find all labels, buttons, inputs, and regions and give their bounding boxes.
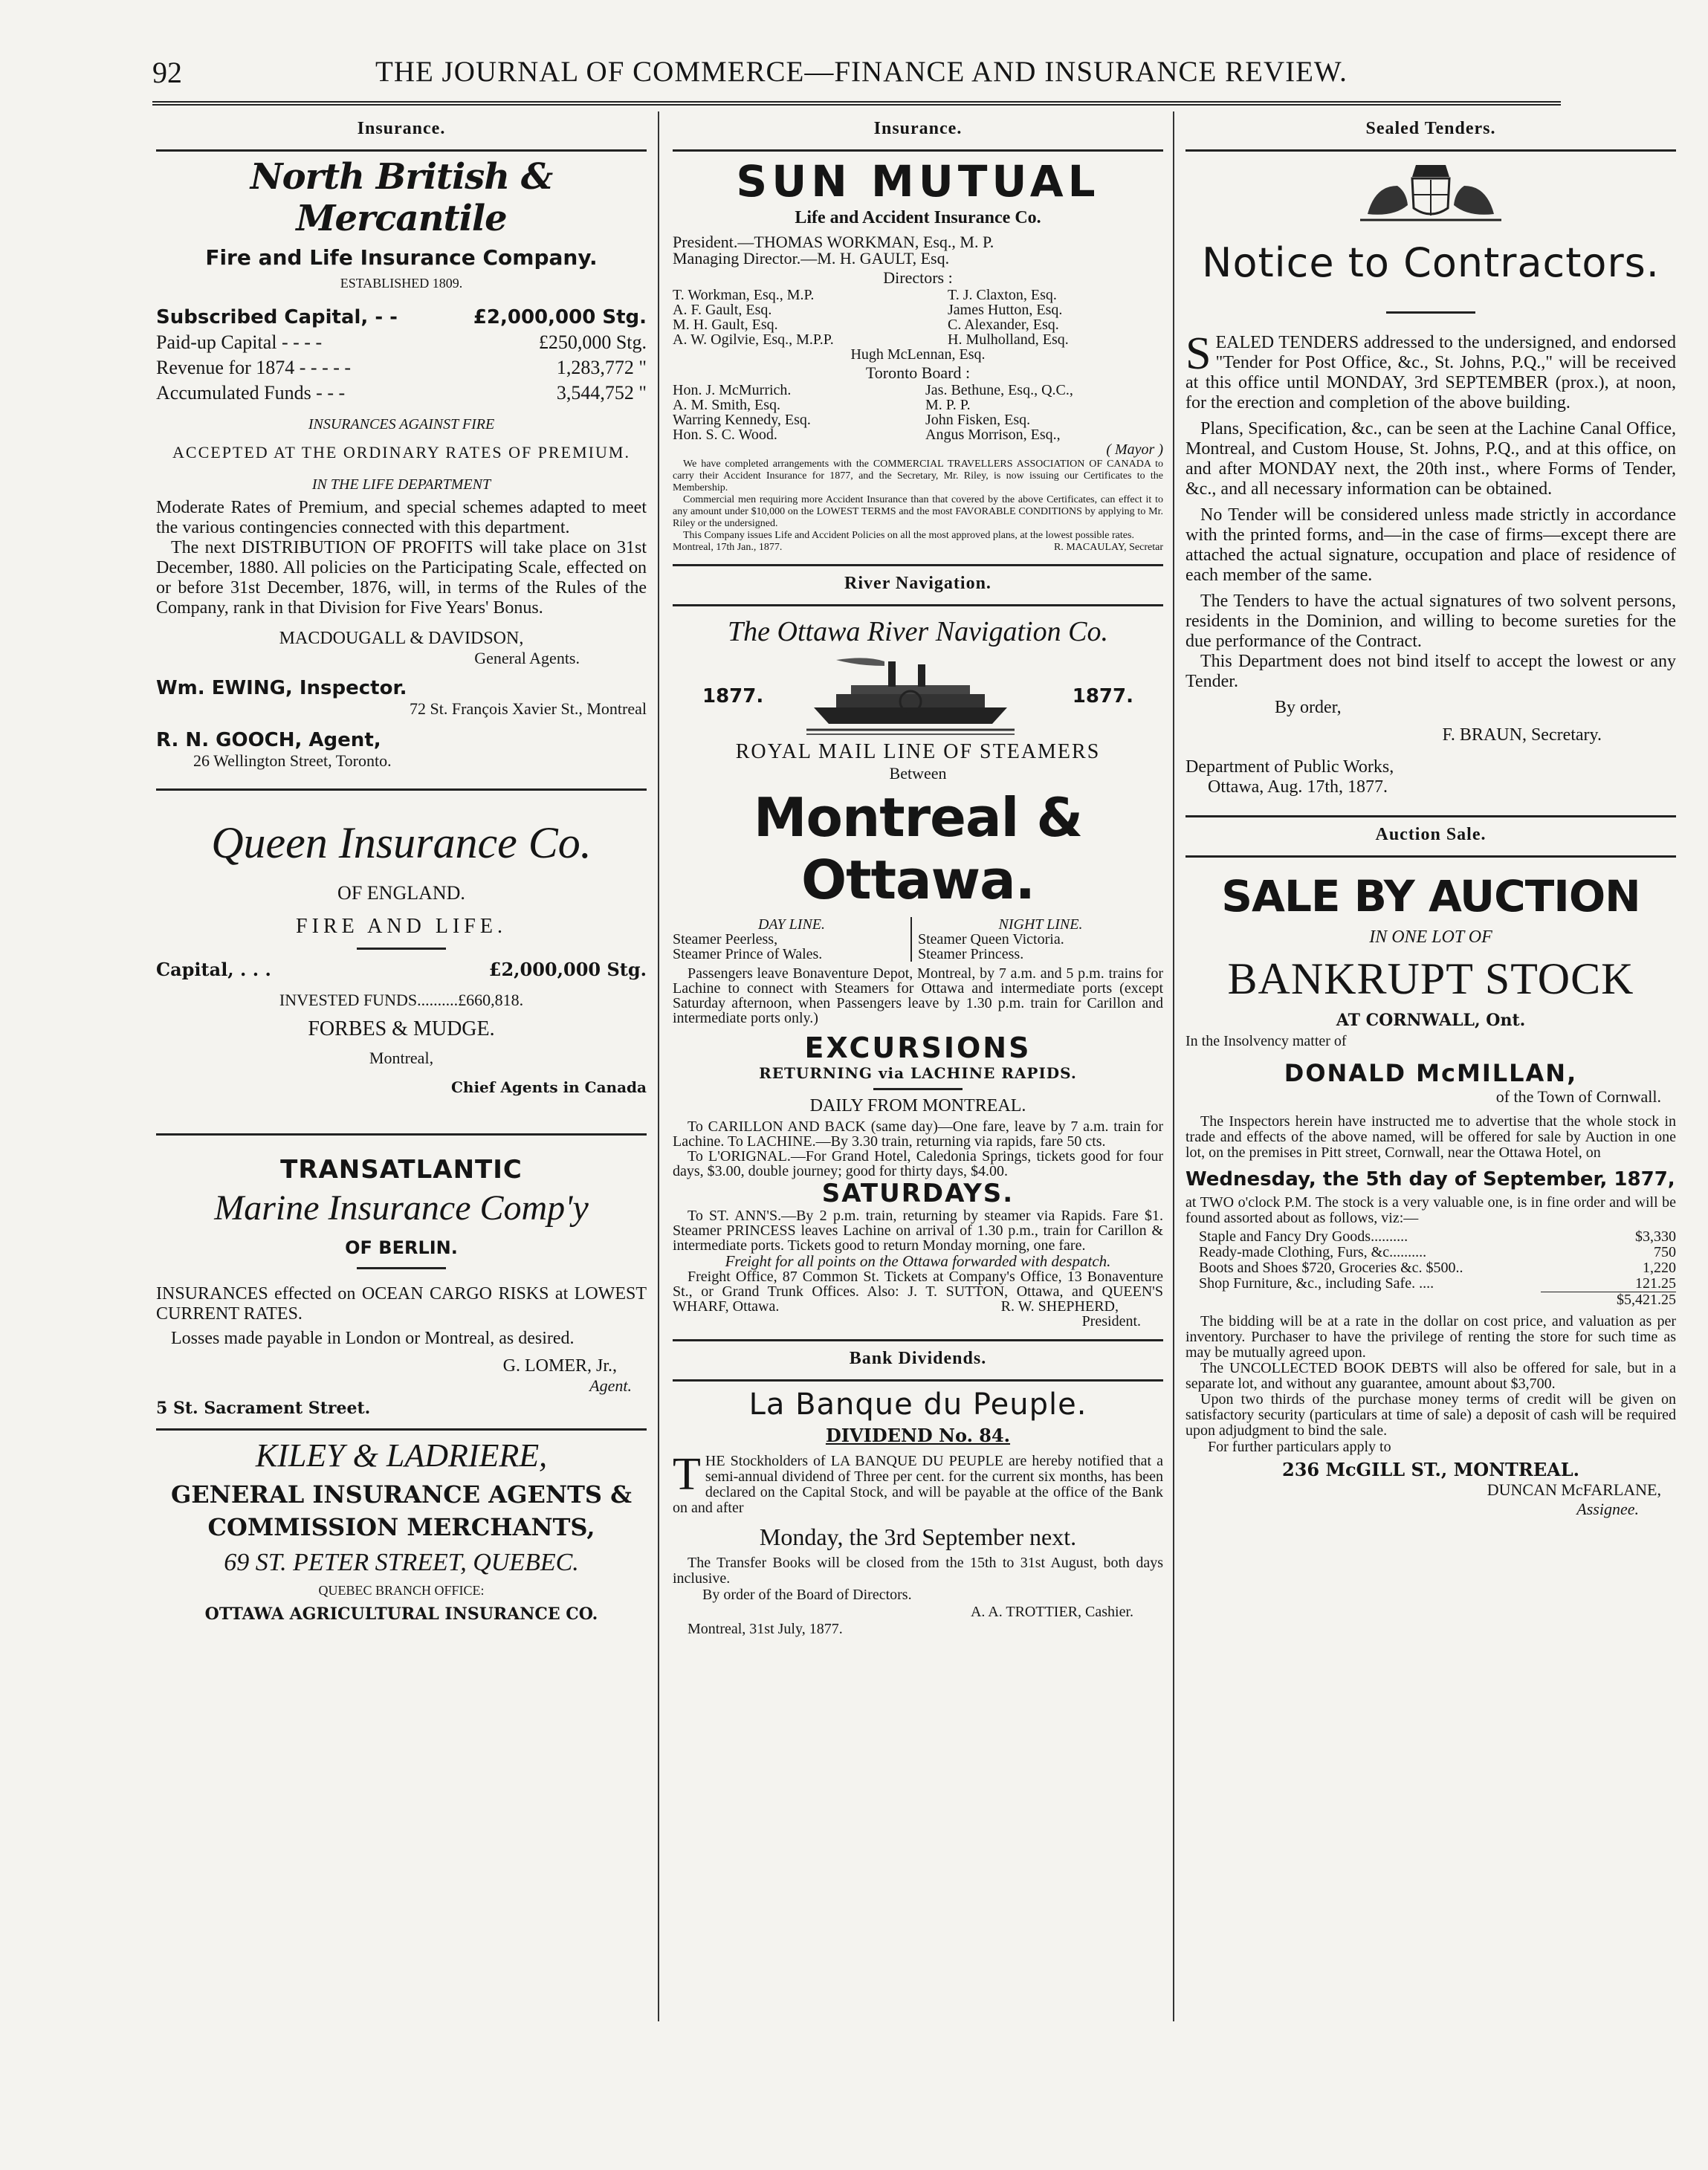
body-text: Losses made payable in London or Montreal, as desired. xyxy=(171,1329,575,1348)
ad-branch: QUEBEC BRANCH OFFICE: xyxy=(318,1583,485,1598)
mayor: ( Mayor ) xyxy=(1106,441,1163,458)
secretary: F. BRAUN, Secretary. xyxy=(1442,725,1602,745)
stock-item: Ready-made Clothing, Furs, &c.......... 750 xyxy=(1199,1244,1676,1260)
year-right: 1877. xyxy=(1072,685,1133,707)
page-number: 92 xyxy=(152,56,182,89)
agent2: R. N. GOOCH, Agent, xyxy=(156,729,381,751)
managing-director: Managing Director.—M. H. GAULT, Esq. xyxy=(673,249,950,268)
year-left: 1877. xyxy=(702,685,764,707)
toronto-list xyxy=(673,383,1163,457)
inspector: Wm. EWING, Inspector. xyxy=(156,677,407,699)
ad-title: SUN MUTUAL xyxy=(736,156,1100,207)
body-text: The Inspectors herein have instructed me to advertise that the whole stock in trade and effects of the above named, will be offered for sale by Auction in one lot, on the premises in Pitt street, Cornwall, near the Ottawa Hotel, on xyxy=(1185,1113,1676,1161)
body-text: at TWO o'clock P.M. The stock is a very valuable one, is in fine order and will be found assorted about as follows, viz:— xyxy=(1185,1194,1676,1226)
column-3 xyxy=(1185,111,1676,2118)
banque-du-peuple-ad xyxy=(673,1387,1163,1638)
body-text: The bidding will be at a rate in the dollar on cost price, and valuation as per inventory. Purchaser to have the privilege of renting the store for such time as may be mutually agreed upon. xyxy=(1185,1313,1676,1361)
ad-title2: Marine Insurance Comp'y xyxy=(214,1188,589,1228)
body-text: INSURANCES effected on OCEAN CARGO RISKS at LOWEST CURRENT RATES. xyxy=(156,1284,647,1324)
body-text: To L'ORIGNAL.—For Grand Hotel, Caledonia Springs, tickets good for four days, $3.00, double journey; good for thirty days, $4.00. xyxy=(673,1148,1163,1179)
section-head: Insurance. xyxy=(873,119,963,138)
sealed-tenders-ad xyxy=(1185,156,1676,797)
section-head: Insurance. xyxy=(357,119,446,138)
ad-city: Montreal, xyxy=(369,1049,434,1067)
notice-text: This Company issues Life and Accident Policies on all the most approved plans, at the lowest possible rates. xyxy=(683,530,1134,541)
capital: Capital, . . . £2,000,000 Stg. xyxy=(156,959,647,980)
debtor-name: DONALD McMILLAN, xyxy=(1284,1059,1578,1087)
ad-title: Queen Insurance Co. xyxy=(211,818,592,867)
notice-text: We have completed arrangements with the COMMERCIAL TRAVELLERS ASSOCIATION OF CANADA to carry their Accident Insurance for 1877, and the Secretary, Mr. Riley, is now issuing our Certificates to the Membership. xyxy=(673,459,1163,493)
section-head: Auction Sale. xyxy=(1375,825,1487,844)
ad-subtitle: Life and Accident Insurance Co. xyxy=(795,208,1041,227)
ottawa-river-ad xyxy=(673,615,1163,1329)
ad-rule xyxy=(156,788,647,791)
director-row: M. H. Gault, Esq. C. Alexander, Esq. xyxy=(673,317,1059,333)
ad-title: La Banque du Peuple. xyxy=(748,1387,1087,1422)
section-rule xyxy=(673,1339,1163,1341)
ad-role: Chief Agents in Canada xyxy=(451,1078,647,1096)
by-order: By order, xyxy=(1275,698,1342,717)
cashier: A. A. TROTTIER, Cashier. xyxy=(970,1604,1133,1620)
ad-branch-name: OTTAWA AGRICULTURAL INSURANCE CO. xyxy=(204,1604,598,1624)
agents-role: General Agents. xyxy=(474,649,580,667)
dividend: DIVIDEND No. 84. xyxy=(825,1425,1011,1446)
sun-signoff: Montreal, 17th Jan., 1877. R. MACAULAY, Secretar xyxy=(673,542,1163,553)
journal-title: THE JOURNAL OF COMMERCE—FINANCE AND INSURANCE REVIEW. xyxy=(375,56,1348,88)
bankrupt-stock: BANKRUPT STOCK xyxy=(1227,954,1634,1003)
daily: DAILY FROM MONTREAL. xyxy=(809,1096,1026,1115)
section-rule xyxy=(673,604,1163,606)
inspector-address: 72 St. François Xavier St., Montreal xyxy=(410,699,647,718)
royal-crest-icon xyxy=(1353,156,1509,223)
assignee-role: Assignee. xyxy=(1576,1500,1639,1518)
assignee: DUNCAN McFARLANE, xyxy=(1487,1480,1661,1499)
board-row: Hon. S. C. Wood. Angus Morrison, Esq., xyxy=(673,427,1061,443)
accepted: ACCEPTED AT THE ORDINARY RATES OF PREMIUM. xyxy=(172,443,630,461)
ad-title: KILEY & LADRIERE, xyxy=(255,1437,548,1474)
ad-title: TRANSATLANTIC xyxy=(280,1155,523,1185)
further: For further particulars apply to xyxy=(1208,1439,1391,1455)
short-rule xyxy=(357,948,446,950)
body-text: This Department does not bind itself to accept the lowest or any Tender. xyxy=(1185,652,1676,691)
freight-note: Freight for all points on the Ottawa forwarded with despatch. xyxy=(725,1252,1111,1270)
place: AT CORNWALL, Ont. xyxy=(1336,1011,1526,1030)
body-text: Upon two thirds of the purchase money terms of credit will be given on satisfactory security (particulars at time of sale) a deposit of cash will be required upon adjudgment to bind the sale. xyxy=(1185,1391,1676,1439)
stock-total: $5,421.25 xyxy=(1541,1292,1676,1308)
financial-row: Accumulated Funds - - - 3,544,752 " xyxy=(156,382,647,404)
between: Between xyxy=(889,764,947,783)
board-row: Hon. J. McMurrich. Jas. Bethune, Esq., Q.C., xyxy=(673,382,1073,398)
dividend-date: Monday, the 3rd September next. xyxy=(759,1523,1077,1550)
ad-title: SALE BY AUCTION xyxy=(1221,871,1640,922)
ad-rule xyxy=(156,1428,647,1431)
financial-row: Paid-up Capital - - - - £250,000 Stg. xyxy=(156,331,647,353)
body-text: No Tender will be considered unless made strictly in accordance with the printed forms, and—in the case of firms—except there are attached the actual signature, occupation and place of residence of each member of the same. xyxy=(1185,505,1676,585)
stock-item: Staple and Fancy Dry Goods.......... $3,330 xyxy=(1199,1228,1676,1245)
body-text: To ST. ANN'S.—By 2 p.m. train, returning by steamer via Rapids. Fare $1. Steamer PRINCESS leaves Lachine on arrival of 1.30 p.m., train for Carillon & intermediate ports. Tickets good to return Monday morning, one fare. xyxy=(673,1208,1163,1254)
body-text: Plans, Specification, &c., can be seen at the Lachine Canal Office, Montreal, and Custom House, St. Johns, P.Q., and at this office, on and after MONDAY next, the 20th inst., where Forms of Tender, &c., and all necessary information can be obtained. xyxy=(1185,419,1676,499)
kiley-ladriere-ad xyxy=(156,1437,647,1624)
body-text: The Transfer Books will be closed from the 15th to 31st August, both days inclusive. xyxy=(673,1555,1163,1587)
section-rule xyxy=(1185,815,1676,817)
column-1 xyxy=(156,111,647,2118)
ad-line: COMMISSION MERCHANTS, xyxy=(207,1513,595,1541)
header-rule xyxy=(152,101,1561,106)
stock-item: Boots and Shoes $720, Groceries &c. $500.. 1,220 xyxy=(1199,1260,1676,1276)
board-row: Warring Kennedy, Esq. John Fisken, Esq. xyxy=(673,412,1031,428)
director-last: Hugh McLennan, Esq. xyxy=(850,346,986,363)
body-text: Freight Office, 87 Common St. Tickets at Company's Office, 13 Bonaventure St., or Grand Trunk Offices. Also: J. T. SUTTON, Ottawa, and QUEEN'S WHARF, Ottawa. xyxy=(673,1269,1163,1315)
ad-title: The Ottawa River Navigation Co. xyxy=(728,616,1108,647)
ad-line: GENERAL INSURANCE AGENTS & xyxy=(170,1480,633,1509)
sale-date: Wednesday, the 5th day of September, 1877, xyxy=(1185,1168,1675,1191)
ad-agent-role: Agent. xyxy=(589,1376,632,1395)
royal-mail: ROYAL MAIL LINE OF STEAMERS xyxy=(735,740,1101,763)
returning: RETURNING via LACHINE RAPIDS. xyxy=(759,1064,1077,1082)
ad-of: OF BERLIN. xyxy=(345,1237,458,1258)
day-line-head: DAY LINE. xyxy=(757,916,826,933)
body-text: The next DISTRIBUTION OF PROFITS will take place on 31st December, 1880. All policies on the Participating Scale, effected on or before 31st December, 1876, will, in terms of the Rules of the Company, rank in that Division for Five Years' Bonus. xyxy=(156,538,647,618)
stock-items xyxy=(1185,1229,1676,1308)
established: ESTABLISHED 1809. xyxy=(340,276,463,291)
signoff-role: President. xyxy=(1081,1313,1141,1329)
transatlantic-ad xyxy=(156,1155,647,1418)
column-2 xyxy=(673,111,1163,2118)
body-text: Passengers leave Bonaventure Depot, Montreal, by 7 a.m. and 5 p.m. trains for Lachine to connect with Steamers for Ottawa and intermediate ports (except Saturday afternoon, when Passengers leave by 1.30 p.m. train for Carillon and intermediate ports only.) xyxy=(673,965,1163,1026)
section-rule xyxy=(673,1379,1163,1382)
ad-officers xyxy=(673,234,1163,267)
day-steamer: Steamer Prince of Wales. xyxy=(673,946,823,962)
financial-row: Revenue for 1874 - - - - - 1,283,772 " xyxy=(156,357,647,378)
director-row: A. W. Ogilvie, Esq., M.P.P. H. Mulholland, Esq. xyxy=(673,331,1069,348)
dated: Ottawa, Aug. 17th, 1877. xyxy=(1208,777,1388,797)
financial-row: Subscribed Capital, - - £2,000,000 Stg. xyxy=(156,306,647,328)
dropcap: T xyxy=(673,1449,701,1500)
auction-address: 236 McGILL ST., MONTREAL. xyxy=(1282,1459,1579,1480)
notice-text: Commercial men requiring more Accident Insurance than that covered by the above Certificates, can effect it to any amount under $10,000 on the LOWEST TERMS and the most FAVORABLE CONDITIONS by applying to Mr. Riley or the undersigned. xyxy=(673,494,1163,529)
section-rule xyxy=(673,564,1163,566)
column-divider xyxy=(1173,111,1174,2021)
signoff-name: R. W. SHEPHERD, xyxy=(1000,1298,1119,1315)
day-steamer: Steamer Peerless, xyxy=(673,931,778,948)
section-rule xyxy=(156,149,647,152)
invested: INVESTED FUNDS..........£660,818. xyxy=(279,991,524,1009)
section-rule xyxy=(673,149,1163,152)
running-head xyxy=(152,51,1550,103)
night-line xyxy=(918,917,1163,962)
ad-rule xyxy=(156,1133,647,1136)
tenders-body: SEALED TENDERS addressed to the undersigned, and endorsed "Tender for Post Office, &c., St. Johns, P.Q.," will be received at this office until MONDAY, 3rd SEPTEMBER (prox.), at noon, for the erection and completion of the above building. xyxy=(1185,328,1676,412)
stock-item: Shop Furniture, &c., including Safe. .... 121.25 xyxy=(1199,1275,1676,1292)
ad-cities: Montreal & Ottawa. xyxy=(753,786,1083,911)
body-text: Moderate Rates of Premium, and special schemes adapted to meet the various contingencies connected with this department. xyxy=(156,498,647,537)
ad-title: Notice to Contractors. xyxy=(1202,239,1660,286)
lines-table xyxy=(673,917,1163,962)
short-rule xyxy=(873,1088,963,1090)
excursions: EXCURSIONS xyxy=(804,1031,1032,1064)
board-row: A. M. Smith, Esq. M. P. P. xyxy=(673,397,971,413)
matter: In the Insolvency matter of xyxy=(1185,1033,1347,1049)
ad-address: 69 ST. PETER STREET, QUEBEC. xyxy=(224,1549,579,1576)
body-text: To CARILLON AND BACK (same day)—One fare, leave by 7 a.m. train for Lachine. To LACHINE.—By 3.30 train, returning via rapids, fare 50 cts. xyxy=(673,1118,1163,1150)
section-rule xyxy=(1185,855,1676,858)
night-steamer: Steamer Queen Victoria. xyxy=(918,931,1064,948)
toronto-head: Toronto Board : xyxy=(865,363,971,382)
director-row: T. Workman, Esq., M.P. T. J. Claxton, Esq. xyxy=(673,287,1057,303)
of-town: of the Town of Cornwall. xyxy=(1495,1087,1661,1106)
directors-list xyxy=(673,288,1163,362)
ad-subtitle: Fire and Life Insurance Company. xyxy=(205,245,598,270)
life-dept: IN THE LIFE DEPARTMENT xyxy=(311,476,491,493)
by-order: By order of the Board of Directors. xyxy=(702,1587,912,1603)
ad-title: North British & Mercantile xyxy=(250,156,553,239)
column-divider xyxy=(658,111,659,2021)
ad-agents: FORBES & MUDGE. xyxy=(308,1017,495,1040)
section-head: Sealed Tenders. xyxy=(1365,119,1496,138)
department: Department of Public Works, xyxy=(1185,757,1394,777)
body-text: The Tenders to have the actual signatures of two solvent persons, residents in the Dominion, and willing to become sureties for the due performance of the Contract. xyxy=(1185,592,1676,651)
one-lot: IN ONE LOT OF xyxy=(1369,927,1492,947)
sun-mutual-ad xyxy=(673,156,1163,554)
dated: Montreal, 31st July, 1877. xyxy=(688,1621,843,1637)
section-head: Bank Dividends. xyxy=(849,1349,987,1368)
night-line-head: NIGHT LINE. xyxy=(998,916,1083,933)
queen-insurance-ad xyxy=(156,817,647,1096)
night-steamer: Steamer Princess. xyxy=(918,946,1024,962)
steamer-illustration-icon xyxy=(806,655,1015,736)
body-text: The UNCOLLECTED BOOK DEBTS will also be offered for sale, but in a separate lot, and without any guarantee, amount about $3,700. xyxy=(1185,1360,1676,1392)
section-rule xyxy=(1185,149,1676,152)
dropcap: S xyxy=(1185,328,1212,379)
short-rule xyxy=(357,1267,446,1269)
against-fire: INSURANCES AGAINST FIRE xyxy=(308,416,495,433)
banque-body: THE Stockholders of LA BANQUE DU PEUPLE are hereby notified that a semi-annual dividend of Three per cent. for the current six months, has been declared on the Capital Stock, and will be payable at the office of the Bank on and after xyxy=(673,1449,1163,1516)
saturdays: SATURDAYS. xyxy=(821,1179,1015,1208)
short-rule xyxy=(1386,311,1475,314)
agents: MACDOUGALL & DAVIDSON, xyxy=(279,629,524,648)
ad-agent: G. LOMER, Jr., xyxy=(502,1356,617,1376)
president: President.—THOMAS WORKMAN, Esq., M. P. xyxy=(673,233,994,251)
ad-lines: FIRE AND LIFE. xyxy=(296,915,507,938)
north-british-ad xyxy=(156,156,647,771)
financials xyxy=(156,305,647,406)
steamer-block xyxy=(673,655,1163,737)
day-line xyxy=(673,917,912,962)
ad-of: OF ENGLAND. xyxy=(337,882,465,904)
auction-ad xyxy=(1185,871,1676,1519)
ad-address: 5 St. Sacrament Street. xyxy=(156,1399,371,1418)
director-row: A. F. Gault, Esq. James Hutton, Esq. xyxy=(673,302,1063,318)
directors-head: Directors : xyxy=(883,268,953,287)
section-head: River Navigation. xyxy=(844,574,992,593)
agent2-address: 26 Wellington Street, Toronto. xyxy=(193,751,392,770)
